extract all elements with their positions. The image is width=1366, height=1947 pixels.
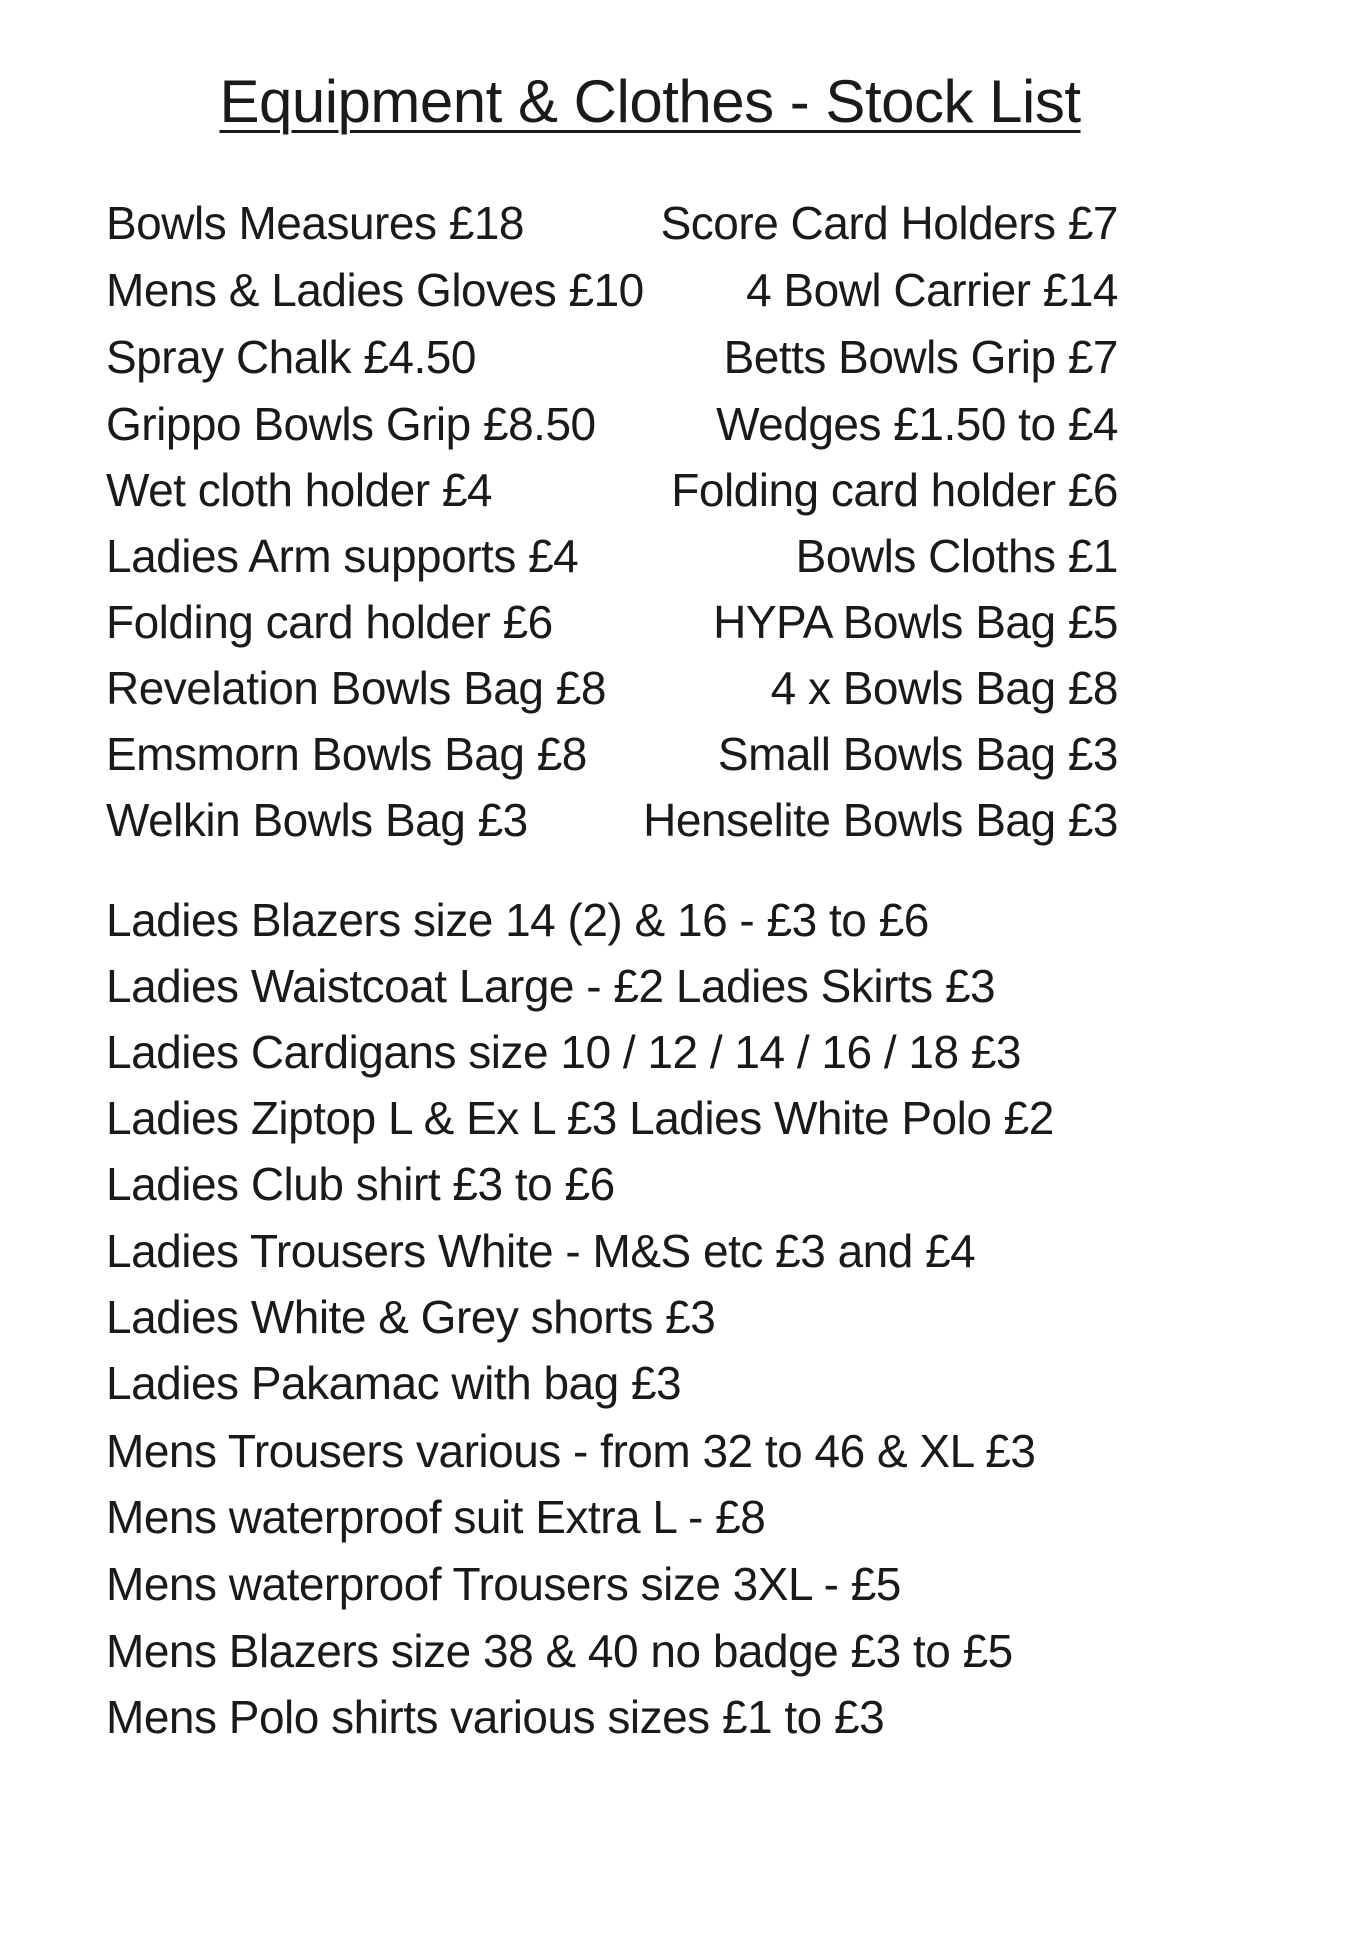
clothes-item: Ladies White & Grey shorts £3 [106, 1291, 716, 1343]
equipment-row [106, 721, 1118, 787]
equipment-item: Bowls Measures £18 [106, 197, 524, 249]
equipment-item: Wet cloth holder £4 [106, 464, 492, 516]
page-title: Equipment & Clothes - Stock List [219, 68, 1081, 135]
equipment-item: Revelation Bowls Bag £8 [106, 662, 606, 714]
equipment-row [106, 324, 1118, 390]
equipment-item: Ladies Arm supports £4 [106, 530, 579, 582]
equipment-row [106, 457, 1118, 523]
clothes-item: Ladies Trousers White - M&S etc £3 and £4 [106, 1225, 976, 1277]
clothes-item: Mens Polo shirts various sizes £1 to £3 [106, 1691, 885, 1743]
equipment-item: HYPA Bowls Bag £5 [713, 596, 1118, 648]
equipment-row [106, 257, 1118, 323]
equipment-item: Wedges £1.50 to £4 [716, 398, 1118, 450]
clothes-item: Ladies Pakamac with bag £3 [106, 1357, 682, 1409]
clothes-item: Ladies Ziptop L & Ex L £3 Ladies White Polo £2 [106, 1092, 1054, 1144]
clothes-item: Mens waterproof suit Extra L - £8 [106, 1491, 766, 1543]
equipment-item: Betts Bowls Grip £7 [723, 331, 1118, 383]
equipment-item: Henselite Bowls Bag £3 [643, 794, 1118, 846]
clothes-item: Ladies Waistcoat Large - £2 Ladies Skirts £3 [106, 960, 996, 1012]
equipment-item: 4 x Bowls Bag £8 [770, 662, 1118, 714]
equipment-row [106, 589, 1118, 655]
equipment-item: Welkin Bowls Bag £3 [106, 794, 528, 846]
clothes-item: Ladies Club shirt £3 to £6 [106, 1158, 615, 1210]
equipment-row [106, 523, 1118, 589]
equipment-row [106, 655, 1118, 721]
equipment-row [106, 787, 1118, 853]
equipment-item: Grippo Bowls Grip £8.50 [106, 398, 596, 450]
equipment-item: Small Bowls Bag £3 [717, 728, 1118, 780]
equipment-item: Folding card holder £6 [106, 596, 553, 648]
equipment-item: Mens & Ladies Gloves £10 [106, 264, 644, 316]
clothes-item: Mens Trousers various - from 32 to 46 & XL £3 [106, 1425, 1036, 1477]
equipment-item: Folding card holder £6 [671, 464, 1118, 516]
clothes-item: Ladies Cardigans size 10 / 12 / 14 / 16 / 18 £3 [106, 1026, 1022, 1078]
equipment-row [106, 391, 1118, 457]
equipment-item: Emsmorn Bowls Bag £8 [106, 728, 587, 780]
equipment-item: Bowls Cloths £1 [795, 530, 1118, 582]
equipment-item: Spray Chalk £4.50 [106, 331, 476, 383]
clothes-item: Mens Blazers size 38 & 40 no badge £3 to £5 [106, 1625, 1013, 1677]
equipment-row [106, 190, 1118, 256]
clothes-item: Ladies Blazers size 14 (2) & 16 - £3 to £6 [106, 894, 929, 946]
equipment-item: 4 Bowl Carrier £14 [746, 264, 1118, 316]
equipment-item: Score Card Holders £7 [660, 197, 1118, 249]
clothes-item: Mens waterproof Trousers size 3XL - £5 [106, 1558, 901, 1610]
